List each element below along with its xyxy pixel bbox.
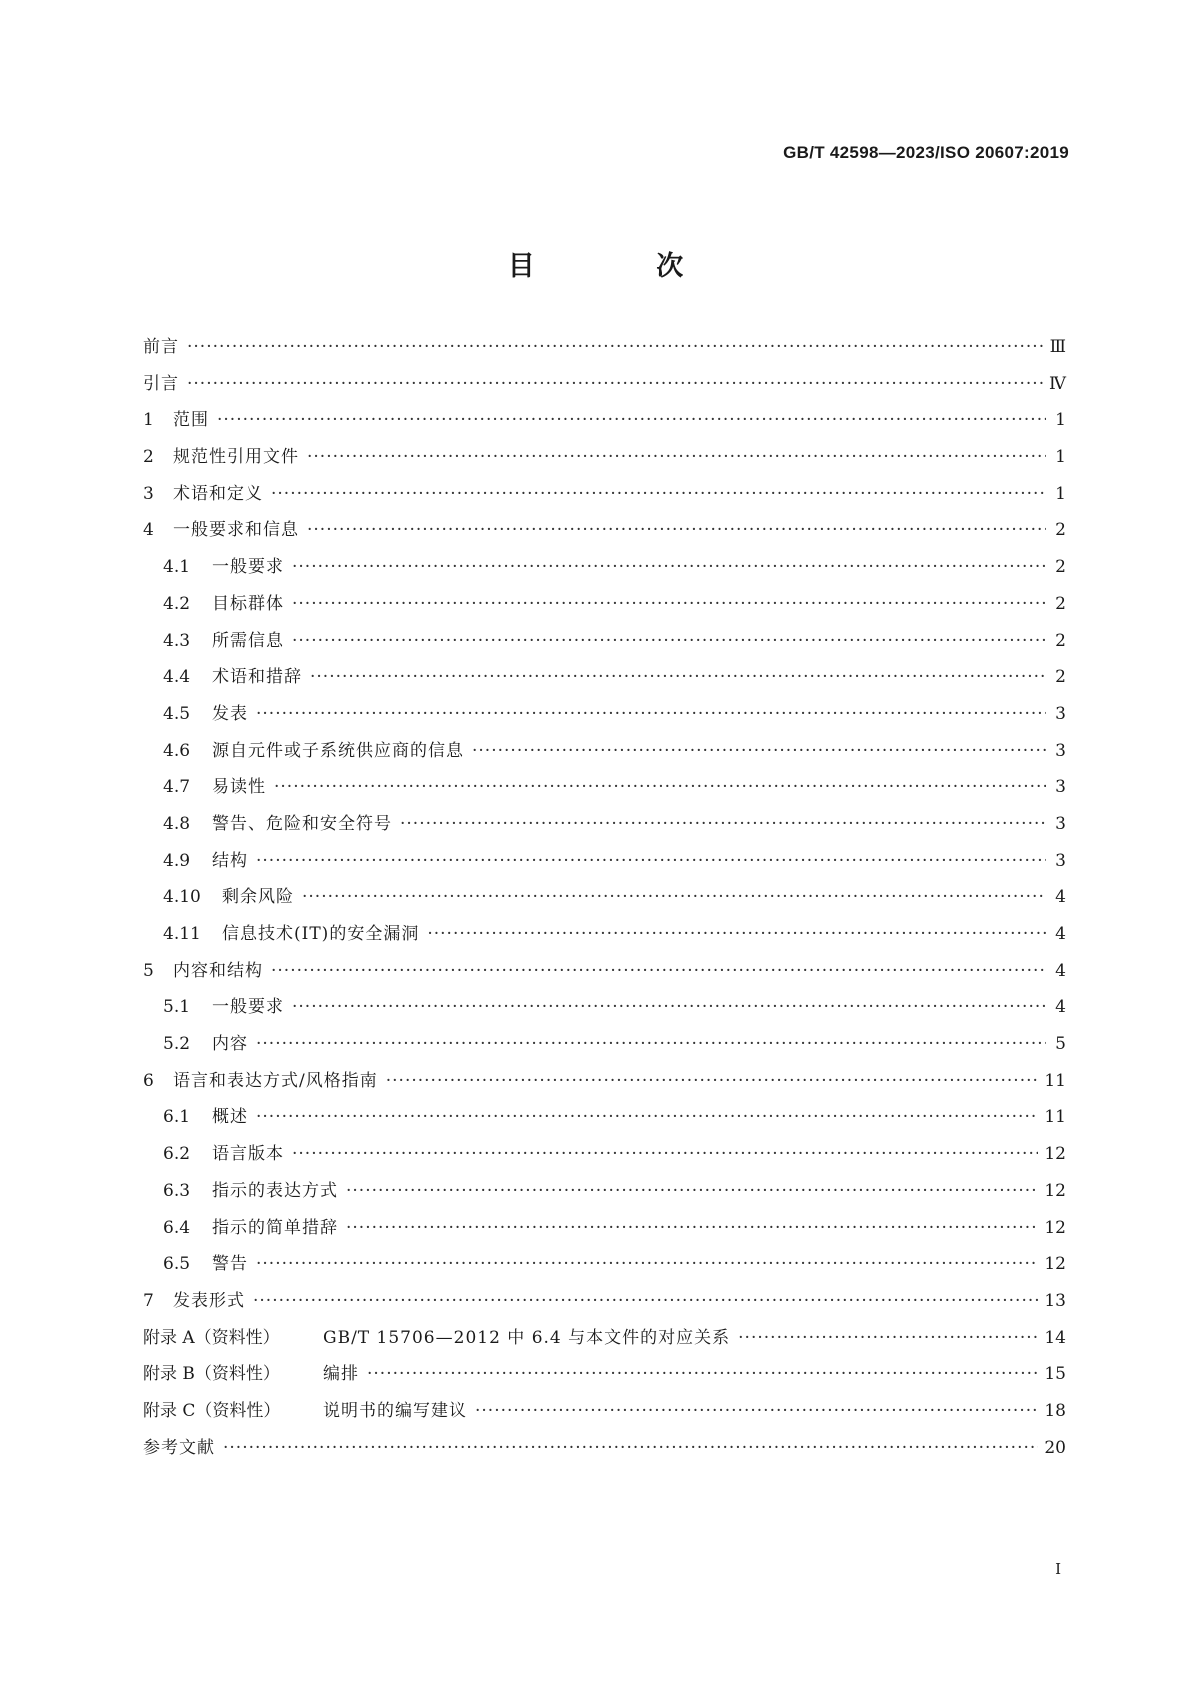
toc-entry[interactable] <box>143 704 1066 741</box>
toc-entry[interactable] <box>143 631 1066 668</box>
toc-entry-number: 4.7 <box>163 777 191 798</box>
toc-entry[interactable] <box>143 520 1066 557</box>
toc-entry-page: 3 <box>1055 703 1066 724</box>
toc-leader-dots <box>292 557 1046 577</box>
toc-leader-dots <box>475 1401 1038 1421</box>
toc-entry[interactable] <box>143 1364 1066 1401</box>
toc-entry-page: 12 <box>1044 1217 1066 1238</box>
toc-entry-number: 4.4 <box>163 667 191 688</box>
toc-entry-title: 一般要求和信息 <box>173 520 299 541</box>
toc-entry-page: 4 <box>1055 960 1066 981</box>
toc-entry-page: 2 <box>1055 630 1066 651</box>
toc-leader-dots <box>472 741 1046 761</box>
standard-code: GB/T 42598—2023/ISO 20607:2019 <box>783 143 1069 162</box>
toc-entry-number: 5 <box>143 960 154 981</box>
toc-leader-dots <box>310 667 1046 687</box>
toc-entry-page: 2 <box>1055 520 1066 541</box>
toc-entry-title: 警告、危险和安全符号 <box>212 813 392 834</box>
toc-entry-number: 附录 C（资料性） <box>143 1400 281 1421</box>
toc-entry-title: GB/T 15706—2012 中 6.4 与本文件的对应关系 <box>323 1327 731 1348</box>
toc-entry[interactable] <box>143 814 1066 851</box>
toc-entry[interactable] <box>143 484 1066 521</box>
toc-entry-title: 编排 <box>323 1364 359 1385</box>
table-of-contents <box>143 337 1066 1474</box>
toc-entry-page: 4 <box>1055 997 1066 1018</box>
toc-entry-page: 15 <box>1044 1364 1066 1385</box>
toc-entry[interactable] <box>143 1291 1066 1328</box>
toc-entry[interactable] <box>143 447 1066 484</box>
toc-entry-page: 3 <box>1055 813 1066 834</box>
toc-entry-title: 语言和表达方式/风格指南 <box>173 1070 378 1091</box>
toc-entry-page: 2 <box>1055 667 1066 688</box>
toc-leader-dots <box>386 1071 1039 1091</box>
toc-entry[interactable] <box>143 924 1066 961</box>
toc-entry[interactable] <box>143 997 1066 1034</box>
toc-entry-title: 术语和定义 <box>173 483 263 504</box>
toc-entry-number: 4.8 <box>163 813 191 834</box>
toc-entry-page: Ⅳ <box>1049 373 1066 394</box>
toc-entry-number: 7 <box>143 1290 154 1311</box>
toc-leader-dots <box>307 520 1046 540</box>
toc-leader-dots <box>253 1291 1038 1311</box>
toc-entry-number: 6.1 <box>163 1107 191 1128</box>
toc-entry[interactable] <box>143 1218 1066 1255</box>
toc-entry[interactable] <box>143 557 1066 594</box>
toc-entry-title: 发表形式 <box>173 1290 245 1311</box>
toc-entry-title: 范围 <box>173 410 209 431</box>
toc-entry-page: 20 <box>1044 1437 1066 1458</box>
toc-entry-number: 2 <box>143 447 154 468</box>
toc-entry-page: 4 <box>1055 924 1066 944</box>
toc-entry-title: 剩余风险 <box>222 887 294 908</box>
toc-leader-dots <box>217 410 1046 430</box>
toc-entry-title: 目标群体 <box>212 593 284 614</box>
toc-entry-page: 5 <box>1055 1034 1066 1055</box>
toc-entry-title: 一般要求 <box>212 997 284 1018</box>
toc-entry-title: 引言 <box>143 373 179 394</box>
toc-leader-dots <box>427 924 1046 944</box>
toc-entry-title: 前言 <box>143 337 179 357</box>
toc-entry-number: 6.2 <box>163 1144 191 1165</box>
toc-leader-dots <box>346 1218 1038 1238</box>
toc-entry-title: 易读性 <box>212 777 266 798</box>
toc-leader-dots <box>271 961 1046 981</box>
toc-leader-dots <box>256 851 1046 871</box>
toc-leader-dots <box>292 1144 1038 1164</box>
toc-entry-page: 12 <box>1044 1144 1066 1165</box>
toc-entry-page: Ⅲ <box>1049 337 1066 357</box>
toc-entry-number: 附录 B（资料性） <box>143 1364 280 1385</box>
toc-entry[interactable] <box>143 1181 1066 1218</box>
toc-entry[interactable] <box>143 741 1066 778</box>
toc-entry[interactable] <box>143 777 1066 814</box>
toc-entry-number: 4.10 <box>163 887 201 908</box>
toc-leader-dots <box>256 704 1046 724</box>
toc-entry-page: 12 <box>1044 1180 1066 1201</box>
toc-entry-title: 语言版本 <box>212 1144 284 1165</box>
toc-entry-number: 6.3 <box>163 1180 191 1201</box>
toc-entry-number: 4.6 <box>163 740 191 761</box>
toc-entry-title: 一般要求 <box>212 557 284 578</box>
toc-entry-title: 信息技术(IT)的安全漏洞 <box>222 924 420 944</box>
toc-entry-number: 6.4 <box>163 1217 191 1238</box>
toc-entry-title: 参考文献 <box>143 1437 215 1458</box>
toc-entry-page: 11 <box>1044 1070 1066 1091</box>
toc-entry-page: 11 <box>1044 1107 1066 1128</box>
toc-leader-dots <box>292 631 1046 651</box>
toc-entry[interactable] <box>143 1401 1066 1438</box>
toc-entry-page: 4 <box>1055 887 1066 908</box>
page-title: 目 次 <box>507 251 740 282</box>
toc-entry-title: 警告 <box>212 1254 248 1275</box>
toc-entry-page: 13 <box>1044 1290 1066 1311</box>
toc-entry-page: 12 <box>1044 1254 1066 1275</box>
toc-entry[interactable] <box>143 961 1066 998</box>
toc-entry[interactable] <box>143 1328 1066 1365</box>
toc-entry[interactable] <box>143 1071 1066 1108</box>
toc-entry-number: 5.1 <box>163 997 191 1018</box>
toc-entry-page: 1 <box>1055 410 1066 431</box>
toc-entry-title: 术语和措辞 <box>212 667 302 688</box>
toc-entry-number: 5.2 <box>163 1034 191 1055</box>
toc-entry-title: 概述 <box>212 1107 248 1128</box>
toc-entry-title: 结构 <box>212 850 248 871</box>
toc-leader-dots <box>738 1328 1038 1348</box>
toc-entry[interactable] <box>143 887 1066 924</box>
toc-entry-number: 4.1 <box>163 557 191 578</box>
toc-entry[interactable] <box>143 1438 1066 1475</box>
toc-entry-page: 18 <box>1044 1400 1066 1421</box>
toc-leader-dots <box>400 814 1046 834</box>
toc-entry-title: 指示的表达方式 <box>212 1180 338 1201</box>
toc-leader-dots <box>256 1034 1046 1054</box>
toc-leader-dots <box>187 374 1043 394</box>
toc-entry-title: 指示的简单措辞 <box>212 1217 338 1238</box>
toc-entry[interactable] <box>143 410 1066 447</box>
toc-entry-number: 4.2 <box>163 593 191 614</box>
toc-entry-page: 3 <box>1055 777 1066 798</box>
toc-entry-number: 4.9 <box>163 850 191 871</box>
toc-leader-dots <box>256 1254 1038 1274</box>
toc-entry[interactable] <box>143 667 1066 704</box>
toc-entry-page: 14 <box>1044 1327 1066 1348</box>
toc-entry-number: 3 <box>143 483 154 504</box>
toc-entry-title: 说明书的编写建议 <box>323 1400 467 1421</box>
toc-leader-dots <box>346 1181 1038 1201</box>
toc-entry[interactable] <box>143 1144 1066 1181</box>
toc-leader-dots <box>256 1107 1038 1127</box>
toc-leader-dots <box>292 594 1046 614</box>
toc-entry-title: 规范性引用文件 <box>173 447 299 468</box>
toc-entry-title: 内容 <box>212 1034 248 1055</box>
toc-entry[interactable] <box>143 594 1066 631</box>
toc-entry[interactable] <box>143 1107 1066 1144</box>
toc-entry-title: 所需信息 <box>212 630 284 651</box>
toc-entry-page: 2 <box>1055 557 1066 578</box>
toc-entry-number: 4.3 <box>163 630 191 651</box>
toc-entry-title: 发表 <box>212 703 248 724</box>
toc-entry-page: 1 <box>1055 447 1066 468</box>
toc-entry-number: 6 <box>143 1070 154 1091</box>
toc-leader-dots <box>292 997 1046 1017</box>
toc-entry-page: 1 <box>1055 483 1066 504</box>
toc-entry[interactable] <box>143 1254 1066 1291</box>
page-number: I <box>1055 1560 1061 1578</box>
toc-entry-title: 源自元件或子系统供应商的信息 <box>212 740 464 761</box>
toc-entry[interactable] <box>143 374 1066 411</box>
toc-entry-page: 2 <box>1055 593 1066 614</box>
toc-entry-number: 4 <box>143 520 154 541</box>
toc-entry-title: 内容和结构 <box>173 960 263 981</box>
toc-leader-dots <box>274 777 1046 797</box>
toc-entry-page: 3 <box>1055 850 1066 871</box>
toc-leader-dots <box>367 1364 1038 1384</box>
toc-entry-number: 附录 A（资料性） <box>143 1327 280 1348</box>
toc-leader-dots <box>271 484 1046 504</box>
toc-leader-dots <box>223 1438 1038 1458</box>
toc-leader-dots <box>307 447 1046 467</box>
toc-entry[interactable] <box>143 1034 1066 1071</box>
toc-entry-page: 3 <box>1055 740 1066 761</box>
toc-entry-number: 4.11 <box>163 924 201 944</box>
toc-entry[interactable] <box>143 337 1066 374</box>
toc-leader-dots <box>187 337 1044 357</box>
toc-entry-number: 4.5 <box>163 703 191 724</box>
toc-leader-dots <box>302 887 1046 907</box>
toc-entry[interactable] <box>143 851 1066 888</box>
toc-entry-number: 1 <box>143 410 154 431</box>
toc-entry-number: 6.5 <box>163 1254 191 1275</box>
